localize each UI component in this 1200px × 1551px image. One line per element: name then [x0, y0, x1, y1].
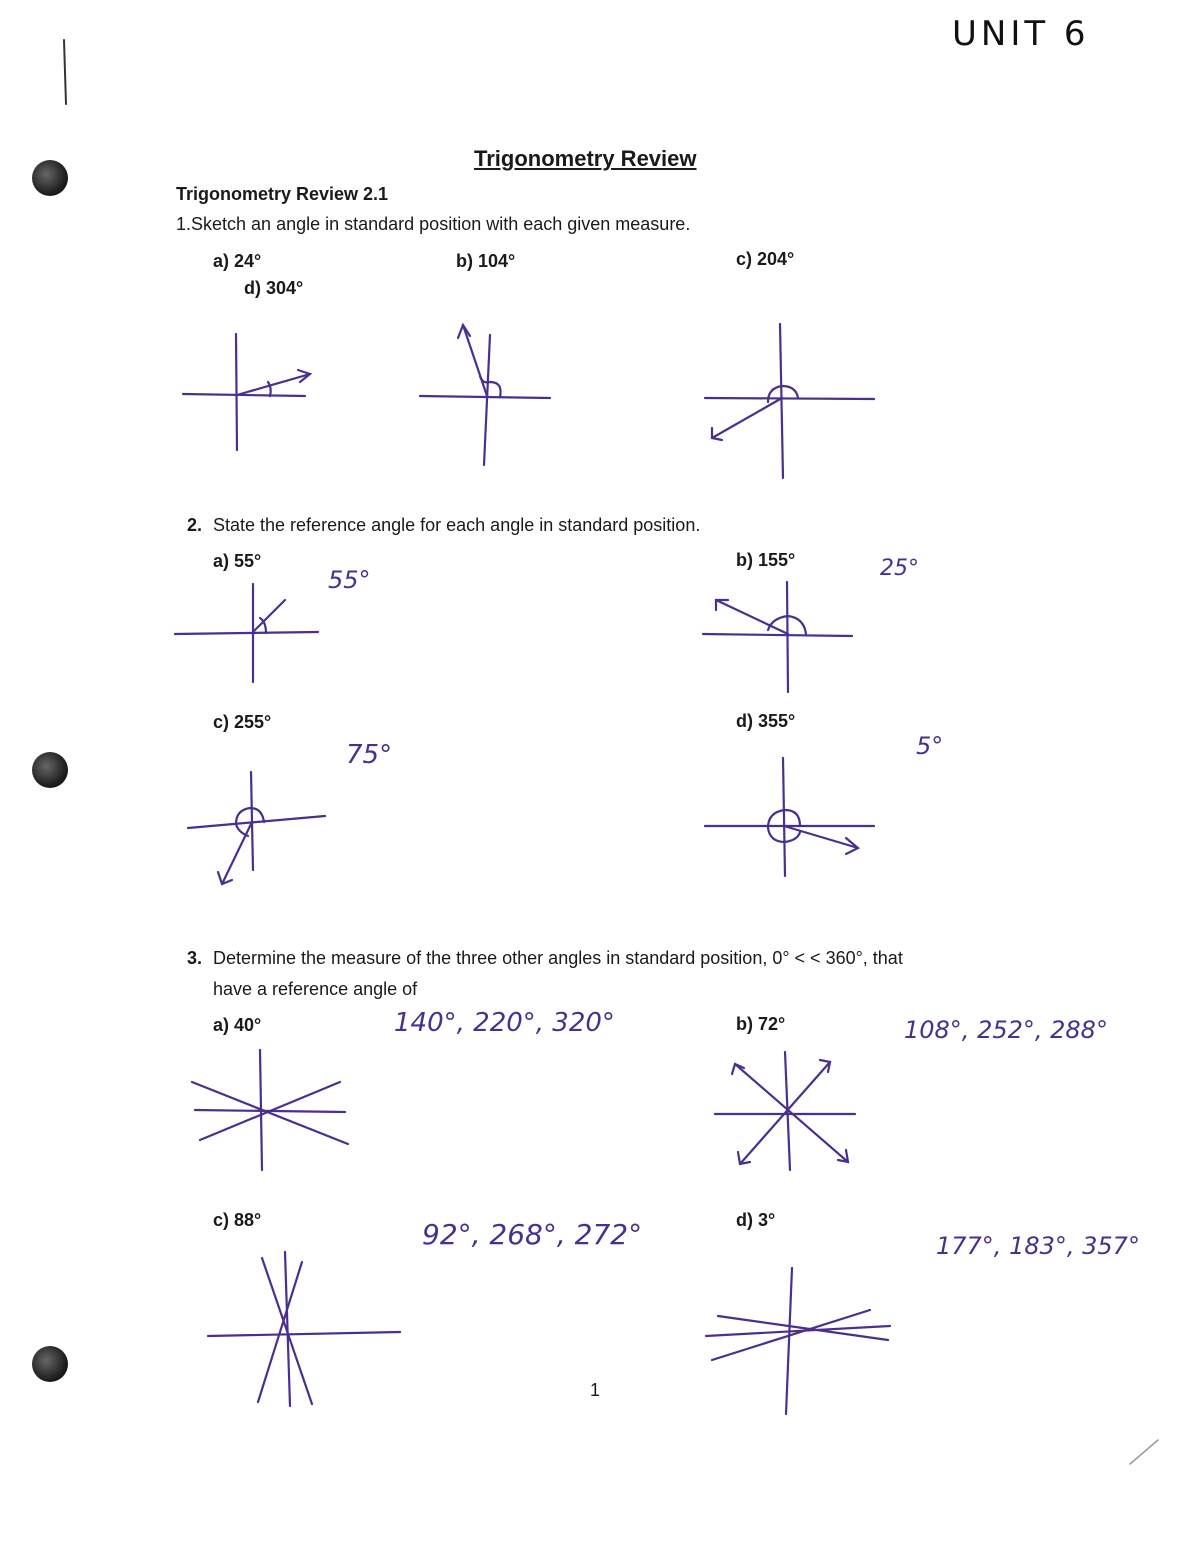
q1-part-a: a) 24°: [213, 251, 262, 271]
q1-part-d: d) 304°: [244, 278, 304, 298]
page-title: Trigonometry Review: [474, 146, 697, 171]
q2-answer-c: 75°: [346, 740, 393, 770]
sketch-q3b: [715, 1052, 855, 1170]
sketch-q2d: [705, 758, 874, 876]
q3-answer-b: 108°, 252°, 288°: [904, 1016, 1108, 1044]
q2-answer-d: 5°: [916, 732, 944, 760]
q3-answer-a: 140°, 220°, 320°: [394, 1008, 615, 1038]
q3-prompt-line2: have a reference angle of: [213, 979, 418, 999]
sketch-q3c: [208, 1252, 400, 1406]
stray-mark: [1130, 1440, 1158, 1464]
sketch-q2a: [175, 584, 318, 682]
q3-part-a: a) 40°: [213, 1015, 262, 1035]
punch-hole-1: [32, 160, 68, 196]
q2-answer-b: 25°: [880, 556, 919, 581]
q2-answer-a: 55°: [328, 566, 371, 594]
q3-number: 3.: [187, 948, 203, 968]
section-heading: Trigonometry Review 2.1: [176, 184, 389, 204]
q2-part-a: a) 55°: [213, 551, 262, 571]
sketch-q3a: [192, 1050, 348, 1170]
q3-part-b: b) 72°: [736, 1014, 786, 1034]
q3-answer-d: 177°, 183°, 357°: [936, 1232, 1140, 1260]
page-number: 1: [590, 1380, 601, 1400]
sketch-q2b: [703, 582, 852, 692]
sketch-q3d: [706, 1268, 890, 1551]
punch-hole-3: [32, 1346, 68, 1382]
q2-part-b: b) 155°: [736, 550, 796, 570]
punch-hole-2: [32, 752, 68, 788]
q2-part-c: c) 255°: [213, 712, 272, 732]
sketch-q1c: [705, 324, 874, 478]
q2-prompt: State the reference angle for each angle in standard position.: [213, 515, 701, 535]
q3-answer-c: 92°, 268°, 272°: [422, 1218, 643, 1251]
q1-part-c: c) 204°: [736, 249, 795, 269]
sketch-q1b: [420, 325, 550, 465]
q3-part-c: c) 88°: [213, 1210, 262, 1230]
q1-part-b: b) 104°: [456, 251, 516, 271]
unit-label: UNIT 6: [952, 14, 1090, 54]
sketch-q1a: [183, 334, 310, 450]
q3-part-d: d) 3°: [736, 1210, 776, 1230]
margin-mark: [64, 40, 66, 104]
q1-prompt: 1.Sketch an angle in standard position with each given measure.: [176, 214, 691, 234]
sketch-q2c: [188, 772, 325, 884]
q2-part-d: d) 355°: [736, 711, 796, 731]
q2-number: 2.: [187, 515, 203, 535]
q3-prompt-line1: Determine the measure of the three other angles in standard position, 0° < < 360°, that: [213, 948, 903, 968]
